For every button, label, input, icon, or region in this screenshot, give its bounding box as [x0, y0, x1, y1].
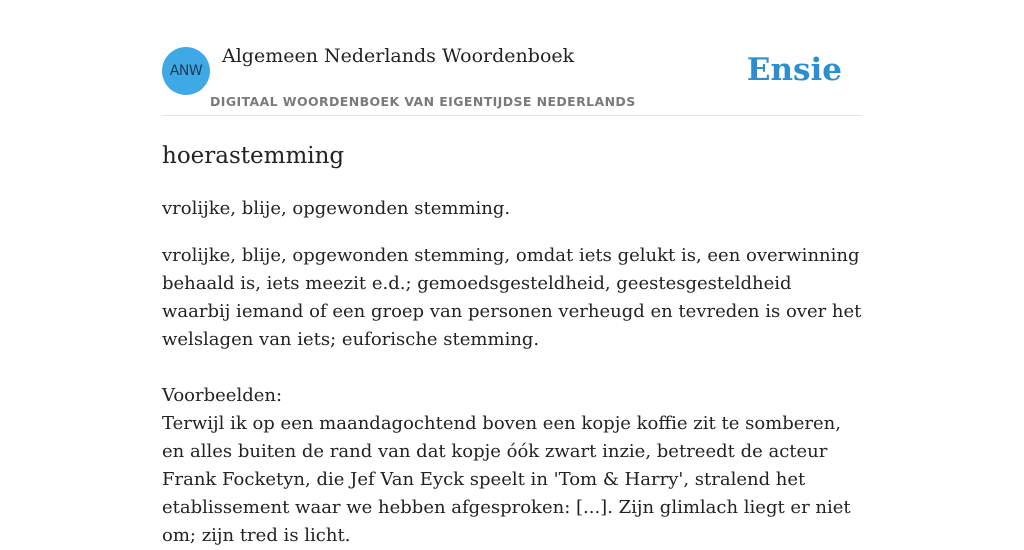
- short-definition: vrolijke, blije, opgewonden stemming.: [162, 198, 511, 219]
- ensie-brand-link[interactable]: Ensie: [746, 52, 842, 88]
- site-header: [162, 0, 862, 116]
- entry-headword: hoerastemming: [162, 143, 345, 169]
- long-definition: vrolijke, blije, opgewonden stemming, omdat iets gelukt is, een overwinning behaald is, iets meezit e.d.; gemoedsgesteldheid, geestesgesteldheid waarbij iemand of een groep van personen verheugd en tevreden is over het welslagen van iets; euforische stemming.: [162, 245, 862, 350]
- site-subtitle: DIGITAAL WOORDENBOEK VAN EIGENTIJDSE NEDERLANDS: [210, 94, 636, 109]
- examples-label: Voorbeelden:: [162, 385, 283, 406]
- site-title[interactable]: Algemeen Nederlands Woordenboek: [222, 45, 575, 67]
- page: [162, 0, 862, 550]
- example-text: Terwijl ik op een maandagochtend boven een kopje koffie zit te somberen, en alles buiten de rand van dat kopje óók zwart inzie, betreedt de acteur Frank Focketyn, die Jef Van Eyck speelt in 'Tom & Harry', stralend het etablissement waar we hebben afgesproken: [...]. Zijn glimlach liegt er niet om; zijn tred is licht.: [162, 413, 851, 546]
- anw-logo-icon[interactable]: ANW: [162, 47, 210, 95]
